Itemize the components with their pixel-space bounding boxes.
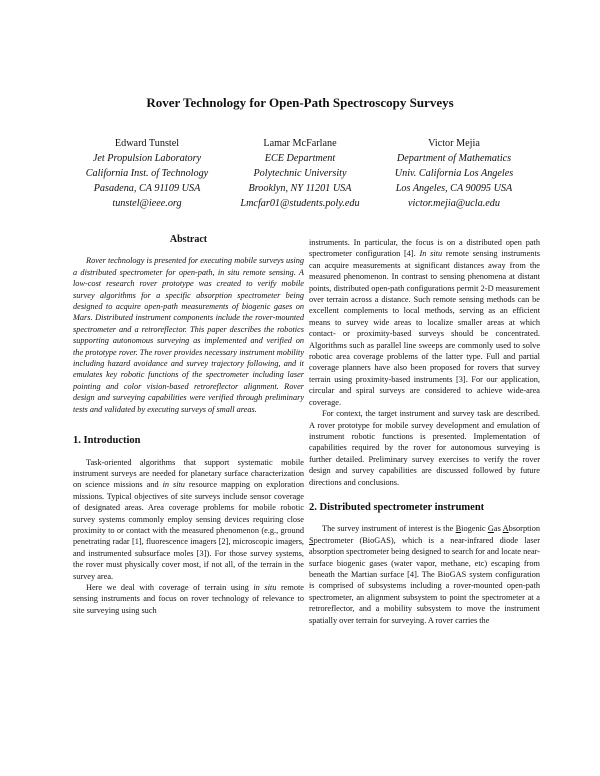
author-affiliation: Jet Propulsion Laboratory xyxy=(92,153,202,164)
author-location: Brooklyn, NY 11201 USA xyxy=(248,183,352,194)
author-affiliation: ECE Department xyxy=(264,153,336,164)
author-name: Victor Mejia xyxy=(428,138,480,149)
author-email[interactable]: Lmcfar01@students.poly.edu xyxy=(240,198,360,209)
author-email[interactable]: tunstel@ieee.org xyxy=(112,198,182,209)
intro-paragraph-2-continued: instruments. In particular, the focus is on a distributed open path spectrometer configuration [4]. In situ remote sensing instruments can acquire measurements at significant distances away from the measured phenomenon. In contrast to sensing phenomena at distant points, distributed open-path configurations permit 2-D measurement over terrain across a distance. Such remote sensing methods can be excellent complements to local methods, serving as an efficient means to survey wide areas to localize smaller areas at which contact- or proximity-based surveys should be concentrated. Algorithms such as parallel line sweeps are commonly used to solve robotic area coverage problems of the latter type. Full and partial coverage planners have also been proposed for rovers that survey terrain using proximity-based instruments [3]. For our application, circular and spiral surveys are considered to achieve wide-area coverage. xyxy=(309,238,540,407)
intro-paragraph-1: Task-oriented algorithms that support systematic mobile instrument surveys are needed for planetary surface characterization on science missions and in situ resource mapping on exploration missions. Typical objectives of site surveys include sensor coverage of designated areas. Area coverage problems for mobile robotic survey systems commonly employ sensing devices requiring close proximity to or contact with the measured phenomenon (e.g., ground penetrating radar [1], fluorescence imagers [2], microscopic imagers, and instrumented subsurface moles [3]). For those survey systems, the rover must physically cover most, if not all, of the terrain in the survey area. xyxy=(73,457,305,581)
section-2-heading: 2. Distributed spectrometer instrument xyxy=(309,501,485,513)
intro-paragraph-2: Here we deal with coverage of terrain using in situ remote sensing instruments and focus on rover technology of relevance to site surveying using such xyxy=(73,582,304,615)
author-block-3 xyxy=(359,136,549,211)
author-name: Lamar McFarlane xyxy=(263,138,337,149)
right-column xyxy=(309,237,540,626)
author-institution: Polytechnic University xyxy=(253,168,347,179)
author-name: Edward Tunstel xyxy=(114,138,180,149)
abstract-text: Rover technology is presented for executing mobile surveys using a distributed spectrometer for open-path, in situ remote sensing. A low-cost research rover prototype was created to verify mobile survey algorithms for a specific absorption spectrometer being designed to acquire open-path measurements of biogenic gases on Mars. Distributed instrument components include the rover-mounted spectrometer and a retroreflector. This paper describes the robotics supporting autonomous surveying as implemented and verified on the prototype rover. The rover provides necessary instrument mobility including hazard avoidance and survey trajectory following, and it emulates key robotic functions of the spectrometer including laser pointing and color vision-based retroreflector alignment. Rover design and surveying capabilities were verified through preliminary tests and validated by executing surveys of small areas. xyxy=(73,256,304,414)
author-affiliation: Department of Mathematics xyxy=(396,153,512,164)
author-location: Pasadena, CA 91109 USA xyxy=(93,183,201,194)
section-2-paragraph-1: The survey instrument of interest is the Biogenic Gas Absorption Spectrometer (BioGAS), which is a near-infrared diode laser absorption spectrometer being designed to search for and locate near-surface biogenic gases (water vapor, methane, etc) escaping from beneath the Martian surface [4]. The BioGAS system configuration is comprised of subsystems including a rover-mounted open-path spectrometer, an alignment subsystem to point the spectrometer at a retroreflector, and a mobility subsystem to move the instrument spatially over terrain for surveying. A rover carries the xyxy=(309,524,541,625)
left-column xyxy=(73,234,304,616)
section-1-heading: 1. Introduction xyxy=(73,435,141,447)
abstract-heading: Abstract xyxy=(169,234,208,245)
author-location: Los Angeles, CA 90095 USA xyxy=(395,183,513,194)
author-institution: California Inst. of Technology xyxy=(85,168,209,179)
author-email[interactable]: victor.mejia@ucla.edu xyxy=(408,198,500,209)
intro-paragraph-3: For context, the target instrument and survey task are described. A rover prototype for mobile survey development and emulation of instrument robotic functions is presented. Implementation of capabilities required by the rover for autonomous surveying is further detailed. Preliminary survey exercises to verify the rover design and survey capabilities are discussed followed by future directions and conclusions. xyxy=(309,409,540,487)
paper-title: Rover Technology for Open-Path Spectroscopy Surveys xyxy=(146,95,454,110)
author-institution: Univ. California Los Angeles xyxy=(394,168,514,179)
